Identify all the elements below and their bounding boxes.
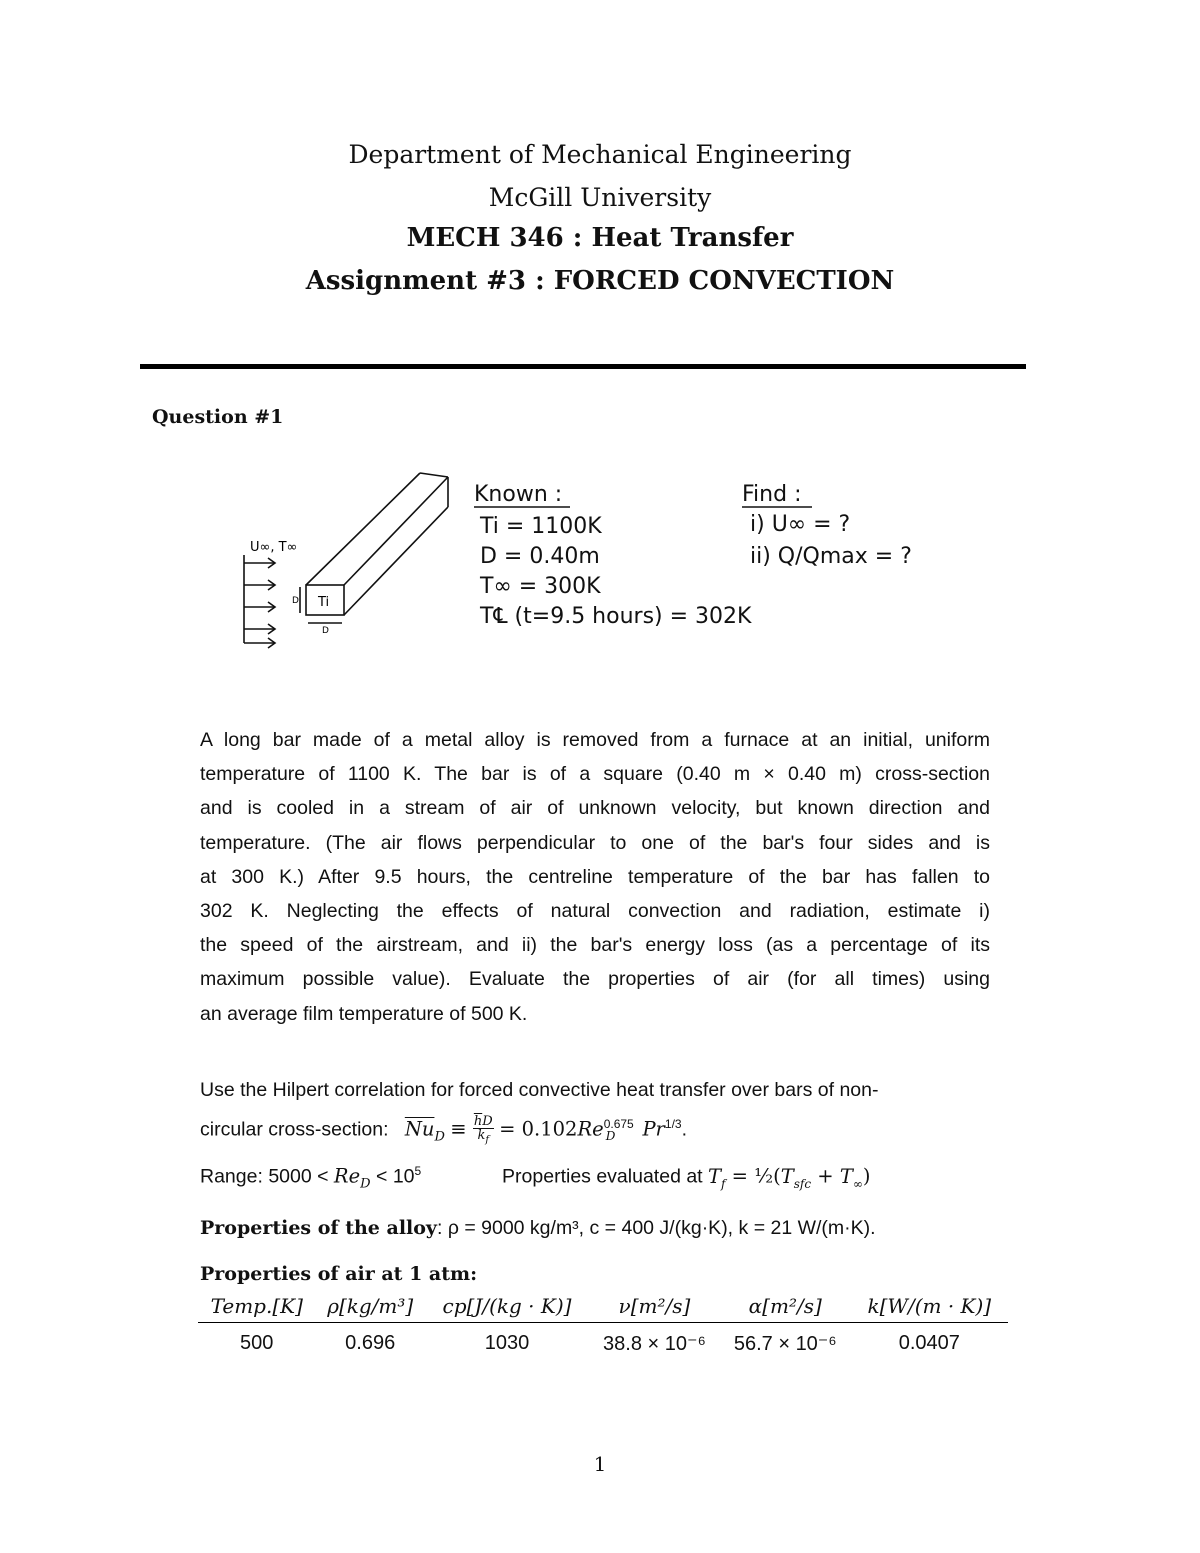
column-header: α[m²/s] <box>720 1290 851 1323</box>
department-name: Department of Mechanical Engineering <box>348 140 852 169</box>
known-item: Ti = 1100K <box>480 514 602 539</box>
find-item: i) U∞ = ? <box>750 512 851 537</box>
problem-line: temperature. (The air flows perpendicular to one of the bar's four sides and is <box>200 831 990 854</box>
known-title: Known : <box>474 482 563 507</box>
problem-line: A long bar made of a metal alloy is removed from a furnace at an initial, uniform <box>200 729 990 751</box>
problem-line: and is cooled in a stream of air of unknown velocity, but known direction and <box>200 797 990 820</box>
hilpert-intro: Use the Hilpert correlation for forced convective heat transfer over bars of non- <box>200 1079 879 1101</box>
problem-line: maximum possible value). Evaluate the properties of air (for all times) using <box>200 968 990 991</box>
problem-line: an average film temperature of 500 K. <box>200 1002 528 1025</box>
air-properties-table <box>198 1290 1008 1364</box>
column-header: ν[m²/s] <box>589 1290 720 1323</box>
alloy-label: Properties of the alloy <box>200 1217 437 1239</box>
find-title: Find : <box>742 482 802 507</box>
hilpert-equation: circular cross-section: $\overline{Nu}_D$ ≡ $\frac{\overline{h}D}{k_f}$ = $0.102Re^{0.675}_D$ $Pr^{1/3}$. <box>200 1113 687 1146</box>
table-cell: 0.696 <box>345 1332 396 1354</box>
known-item: T∞ = 300K <box>480 574 601 599</box>
column-header: Temp.[K] <box>198 1290 315 1323</box>
university-name: McGill University <box>488 183 712 212</box>
problem-line: the speed of the airstream, and ii) the bar's energy loss (as a percentage of its <box>200 934 990 957</box>
table-cell: 1030 <box>484 1332 530 1354</box>
table-row <box>198 1323 1008 1365</box>
known-item: T℄ (t=9.5 hours) = 302K <box>480 604 752 629</box>
problem-diagram <box>230 465 930 665</box>
alloy-values: ρ = 9000 kg/m³, c = 400 J/(kg·K), k = 21 W/(m·K). <box>447 1217 876 1239</box>
table-cell: 56.7 × 10⁻⁶ <box>733 1333 837 1355</box>
bar-temperature-label: Ti <box>318 595 330 610</box>
page-number: 1 <box>593 1452 607 1476</box>
problem-line: 302 K. Neglecting the effects of natural convection and radiation, estimate i) <box>200 900 990 923</box>
column-header: k[W/(m · K)] <box>851 1290 1008 1323</box>
alloy-properties: Properties of the alloy: ρ = 9000 kg/m³, c = 400 J/(kg·K), k = 21 W/(m·K). <box>200 1217 876 1239</box>
table-cell: 500 <box>240 1332 274 1354</box>
problem-statement <box>200 723 990 1031</box>
table-header-row <box>198 1290 1008 1323</box>
dimension-bottom-label: D <box>322 626 329 636</box>
flow-label: U∞, T∞ <box>250 540 298 555</box>
problem-line: at 300 K.) After 9.5 hours, the centreline temperature of the bar has fallen to <box>200 865 990 888</box>
course-title: MECH 346 : Heat Transfer <box>406 223 794 253</box>
problem-line: temperature of 1100 K. The bar is of a square (0.40 m × 0.40 m) cross-section <box>200 763 990 786</box>
find-item: ii) Q/Qmax = ? <box>750 544 912 569</box>
hilpert-range: Range: $5000 < Re_D < 10^5$ Properties evaluated at $T_f$ = $\frac{1}{2}(T_{sfc} + T_\infty)$ <box>200 1164 871 1192</box>
air-properties-heading: Properties of air at 1 atm: <box>200 1263 478 1285</box>
column-header: ρ[kg/m³] <box>315 1290 424 1323</box>
known-item: D = 0.40m <box>480 544 600 569</box>
column-header: cp[J/(kg · K)] <box>425 1290 589 1323</box>
hilpert-section <box>200 1073 990 1202</box>
airflow-arrows <box>244 555 275 648</box>
table-cell: 38.8 × 10⁻⁶ <box>603 1333 706 1355</box>
question-title: Question #1 <box>152 406 284 428</box>
table-cell: 0.0407 <box>898 1332 960 1354</box>
horizontal-rule <box>140 364 1026 369</box>
assignment-title: Assignment #3 : FORCED CONVECTION <box>305 266 895 296</box>
dimension-side-label: D <box>292 596 299 606</box>
